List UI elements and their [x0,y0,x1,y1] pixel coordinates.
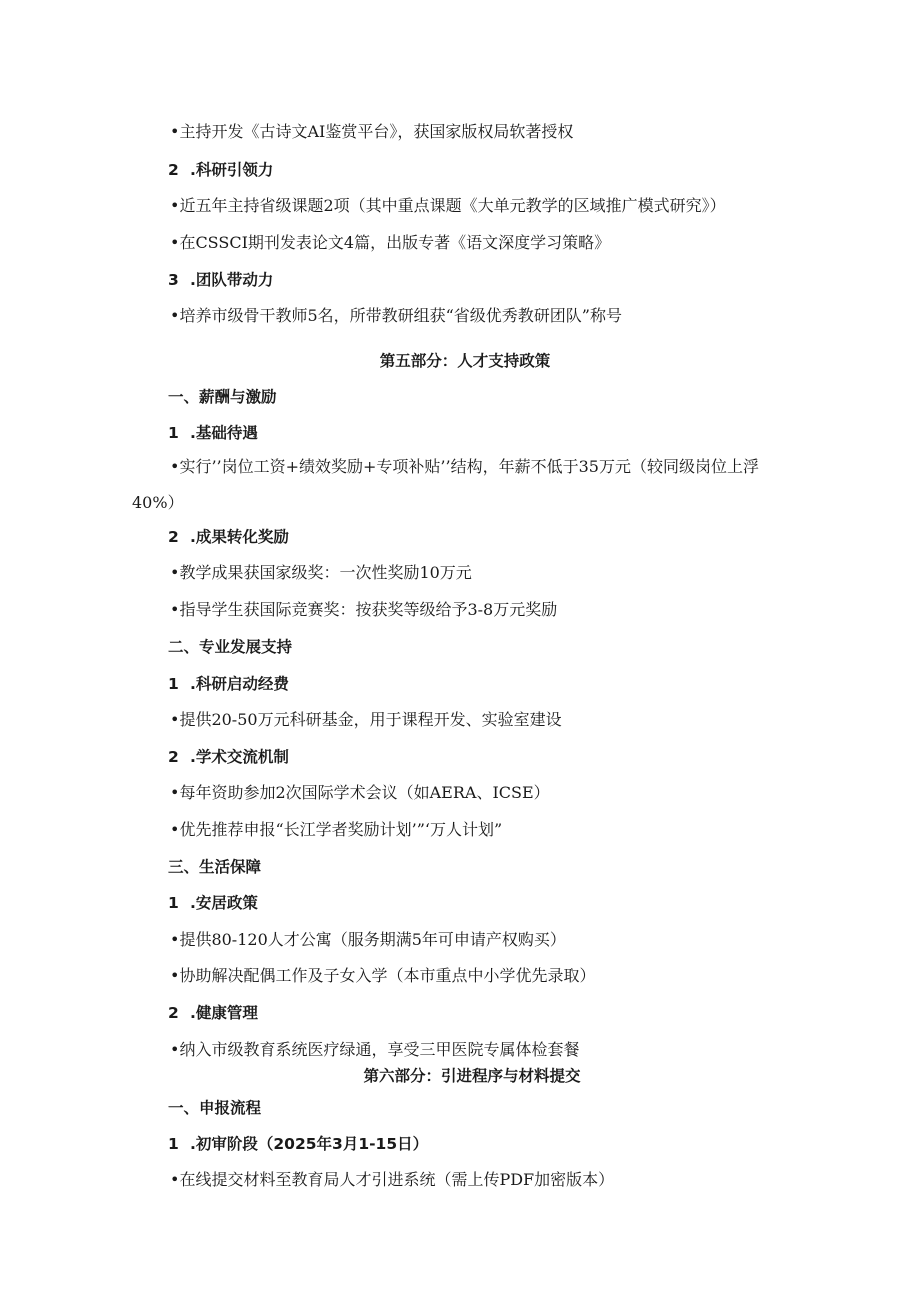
subheading-text: .科研引领力 [190,161,274,179]
subheading-number: 3 [168,271,179,289]
section-heading: 一、薪酬与激励 [168,388,277,406]
subheading-text: .初审阶段（2025年3月1-15日） [190,1135,429,1153]
bullet-line: •纳入市级教育系统医疗绿通，享受三甲医院专属体检套餐 [170,1040,580,1059]
subheading-text: .团队带动力 [190,271,274,289]
bullet-line: •主持开发《古诗文AI鉴赏平台》，获国家版权局软著授权 [170,122,574,141]
subheading [168,674,289,694]
bullet-line: •培养市级骨干教师5名，所带教研组获“省级优秀教研团队”称号 [170,306,622,325]
bullet-line: •提供20-50万元科研基金，用于课程开发、实验室建设 [170,710,562,729]
subheading-number: 2 [168,748,179,766]
bullet-line: •协助解决配偶工作及子女入学（本市重点中小学优先录取） [170,966,596,985]
subheading-number: 1 [168,675,179,693]
subheading-text: .科研启动经费 [190,675,289,693]
bullet-line: •指导学生获国际竞赛奖：按获奖等级给予3-8万元奖励 [170,600,558,619]
subheading [168,747,289,767]
subheading [168,893,258,913]
bullet-line: •近五年主持省级课题2项（其中重点课题《大单元教学的区域推广模式研究》） [170,196,726,215]
bullet-line: •在CSSCI期刊发表论文4篇，出版专著《语文深度学习策略》 [170,233,611,252]
subheading-text: .健康管理 [190,1004,258,1022]
subheading-text: .学术交流机制 [190,748,289,766]
subheading [168,527,289,547]
bullet-line: •优先推荐申报“长江学者奖励计划’”‘万人计划” [170,820,503,839]
subheading-text: .成果转化奖励 [190,528,289,546]
section-heading: 一、申报流程 [168,1099,262,1117]
subheading [168,270,273,290]
subheading-number: 2 [168,528,179,546]
subheading-number: 1 [168,1135,179,1153]
subheading-text: .基础待遇 [190,424,258,442]
subheading-number: 2 [168,161,179,179]
subheading-number: 2 [168,1004,179,1022]
subheading [168,1134,428,1154]
subheading-text: .安居政策 [190,894,258,912]
subheading-number: 1 [168,894,179,912]
bullet-line: •教学成果获国家级奖：一次性奖励10万元 [170,563,472,582]
part-title: 第六部分：引进程序与材料提交 [363,1067,581,1085]
section-heading: 二、专业发展支持 [168,638,293,656]
subheading-number: 1 [168,424,179,442]
subheading [168,160,273,180]
section-heading: 三、生活保障 [168,858,262,876]
bullet-line-wrapped: •实行’’岗位工资+绩效奖励+专项补贴’’结构，年薪不低于35万元（较同级岗位上浮40%） [132,457,759,512]
bullet-line: •在线提交材料至教育局人才引进系统（需上传PDF加密版本） [170,1170,615,1189]
bullet-line: •每年资助参加2次国际学术会议（如AERA、ICSE） [170,783,550,802]
subheading [168,1003,258,1023]
part-title: 第五部分：人才支持政策 [379,352,551,370]
subheading [168,423,258,443]
bullet-line: •提供80-120人才公寓（服务期满5年可申请产权购买） [170,930,566,949]
